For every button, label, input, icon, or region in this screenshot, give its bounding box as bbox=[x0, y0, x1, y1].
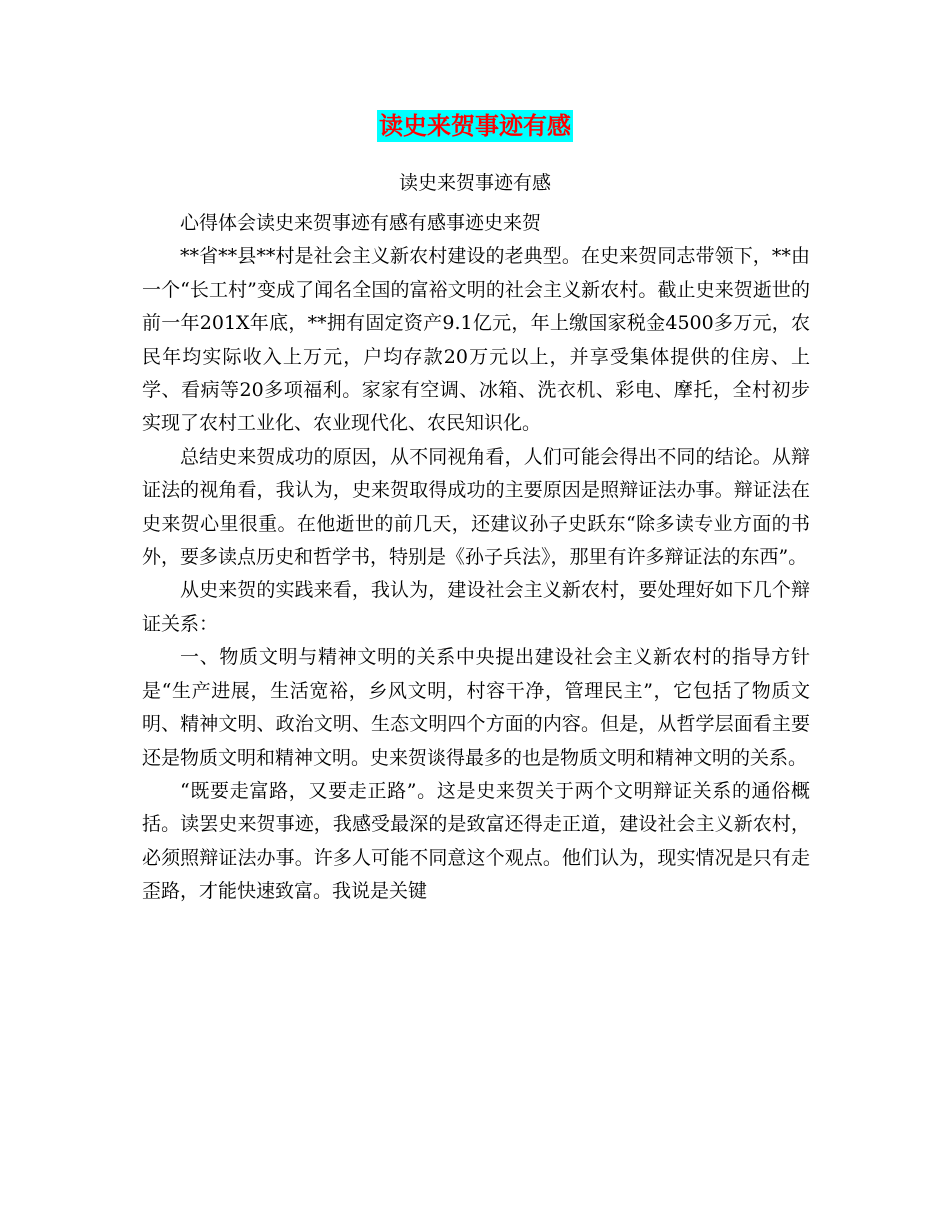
body-paragraph: **省**县**村是社会主义新农村建设的老典型。在史来贺同志带领下，**由一个“长工村”变成了闻名全国的富裕文明的社会主义新农村。截止史来贺逝世的前一年201X年底，**拥有固定资产9.1亿元，年上缴国家税金4500多万元，农民年均实际收入上万元，户均存款20万元以上，并享受集体提供的住房、上学、看病等20多项福利。家家有空调、冰箱、洗衣机、彩电、摩托，全村初步实现了农村工业化、农业现代化、农民知识化。 bbox=[142, 245, 810, 435]
body-paragraph: 总结史来贺成功的原因，从不同视角看，人们可能会得出不同的结论。从辩证法的视角看，我认为，史来贺取得成功的主要原因是照辩证法办事。辩证法在史来贺心里很重。在他逝世的前几天，还建议孙子史跃东“除多读专业方面的书外，要多读点历史和哲学书，特别是《孙子兵法》，那里有许多辩证法的东西”。 bbox=[142, 445, 810, 569]
body-paragraph: “既要走富路，又要走正路”。这是史来贺关于两个文明辩证关系的通俗概括。读罢史来贺事迹，我感受最深的是致富还得走正道，建设社会主义新农村，必须照辩证法办事。许多人可能不同意这个观点。他们认为，现实情况是只有走歪路，才能快速致富。我说是关键 bbox=[142, 779, 810, 903]
document-subtitle: 读史来贺事迹有感 bbox=[398, 172, 551, 194]
document-body bbox=[142, 207, 810, 909]
heading-container bbox=[0, 110, 950, 142]
document-heading: 读史来贺事迹有感 bbox=[379, 111, 571, 140]
body-paragraph: 从史来贺的实践来看，我认为，建设社会主义新农村，要处理好如下几个辩证关系： bbox=[142, 579, 810, 635]
body-paragraph: 一、物质文明与精神文明的关系中央提出建设社会主义新农村的指导方针是“生产进展，生活宽裕，乡风文明，村容干净，管理民主”，它包括了物质文明、精神文明、政治文明、生态文明四个方面的内容。但是，从哲学层面看主要还是物质文明和精神文明。史来贺谈得最多的也是物质文明和精神文明的关系。 bbox=[142, 646, 810, 769]
body-paragraph: 心得体会读史来贺事迹有感有感事迹史来贺 bbox=[180, 212, 542, 234]
